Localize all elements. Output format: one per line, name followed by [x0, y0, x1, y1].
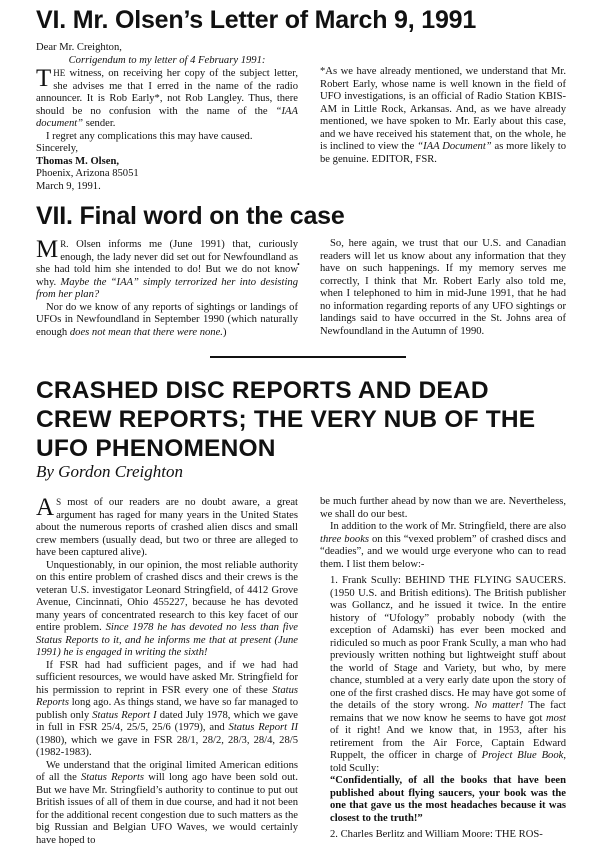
section-6-letter: [36, 42, 298, 193]
article-right-column: be much further ahead by now than we are. Nevertheless, we shall do our best. In addition to the work of Mr. Stringfield, there are also three books on this “vexed problem” of crashed discs and “deadies”, and we would urge everyone who can to read them. I list them below:- 1. Frank Scully: BEHIND THE FLYING SAUCERS. (1950 U.S. and British editions). The British publisher was Gollancz, and he issued it twice. In the entire history of “Ufology” probably nobody (with the exception of Adamski) has ever been mocked and ridiculed so much as poor Frank Scully, a man who had previously written nothing but lightweight stuff about the world of Stage and Variety, but who, by mere chance, stumbled at a very early date upon the story of one of the first crashed discs. He may have got some of the details of the story wrong. No matter! The fact remains that we now know he seems to have got most of it right! And we know that, in 1953, after his retirement from the Air Force, Captain Edward Ruppelt, the officer in charge of Project Blue Book, told Scully: “Confidentially, of all the books that have been published about flying saucers, your book was the one that gave us the most headaches because it was closest to the truth!” 2. Charles Berlitz and William Moore: THE ROS-: [320, 496, 566, 840]
list-item: 1. Frank Scully: BEHIND THE FLYING SAUCERS. (1950 U.S. and British editions). The British publisher was Gollancz, and he issued it twice. In the entire history of “Ufology” probably nobody (with the exception of Adamski) has ever been mocked and ridiculed so much as poor Frank Scully, a man who had previously written nothing but lightweight stuff about the world of Stage and Variety, but who, by mere chance, stumbled at a very early date upon the story of one of the first crashed discs. He may have got some of the details of the story wrong. No matter! The fact remains that we now know he seems to have got most of it right! And we know that, in 1953, after his retirement from the Air Force, Captain Edward Ruppelt, the officer in charge of Project Blue Book, told Scully: “Confidentially, of all the books that have been published about flying saucers, your book was the one that gave us the most headaches because it was closest to the truth!”: [330, 575, 566, 824]
section-7-heading: VII. Final word on the case: [36, 202, 345, 230]
sincerely: Sincerely,: [36, 143, 78, 154]
corrigendum: Corrigendum to my letter of 4 February 1991:: [68, 54, 266, 66]
divider-rule: [210, 356, 406, 358]
drop-cap: A: [36, 494, 55, 521]
section-6-heading: VI. Mr. Olsen’s Letter of March 9, 1991: [36, 6, 477, 34]
letter-body: THE witness, on receiving her copy of the subject letter, she advises me that I erred in the name of the radio announcer. It is Rob Early*, not Rob Langley. Thus, there should be no confusion with the name of the “IAA document” sender.: [36, 65, 298, 129]
decorative-dot: •: [297, 260, 300, 269]
signer-place: Phoenix, Arizona 85051: [36, 168, 139, 179]
signer-name: Thomas M. Olsen,: [36, 155, 119, 167]
article-title: CRASHED DISC REPORTS AND DEAD CREW REPORTS; THE VERY NUB OF THE UFO PHENOMENON: [36, 377, 536, 462]
regret-line: I regret any complications this may have caused.: [46, 130, 253, 142]
letter-date: March 9, 1991.: [36, 180, 101, 192]
book-list: [320, 575, 566, 842]
drop-cap: M: [36, 236, 59, 263]
list-item: 2. Charles Berlitz and William Moore: THE ROS-: [330, 829, 543, 840]
drop-cap: T: [36, 65, 52, 92]
section-7-left-column: MR. Olsen informs me (June 1991) that, curiously enough, the lady never did set out for Newfoundland as she had told him she intended to do! But we do not know why. Maybe the “IAA” simply terrorized her into desisting from her plan? Nor do we know of any reports of sightings or landings of UFOs in Newfoundland in September 1990 (which naturally enough does not mean that there were none.): [36, 236, 298, 338]
salutation: Dear Mr. Creighton,: [36, 42, 122, 53]
ruppelt-quote: “Confidentially, of all the books that have been published about flying saucers, your book was the one that gave us the most headaches because it was closest to the truth!”: [330, 775, 566, 824]
article-left-column: AS most of our readers are no doubt aware, a great argument has raged for many years in the United States about the numerous reports of crashed alien discs and small crew members (usually dead, but two or three are alleged to have been captured alive). Unquestionably, in our opinion, the most reliable authority on this entire problem of crashed discs and their crews is the veteran U.S. investigator Leonard Stringfield, of 4412 Grove Avenue, Cincinnati, Ohio 455227, because he has devoted many years of concentrated research to this key facet of our entire problem. Since 1978 he has devoted no less than five Status Reports to it, and he informs me that at present (June 1991) he is engaged in writing the sixth! If FSR had had sufficient pages, and if we had had sufficient resources, we would have asked Mr. Stringfield for his permission to reprint in FSR every one of these Status Reports long ago. As things stand, we have so far managed to publish only Status Report I dated July 1978, which we gave in full in FSR 25/4, 25/5, 25/6 (1979), and Status Report II (1980), which we gave in FSR 28/1, 28/2, 28/3, 28/4, 28/5 (1982-1983). We understand that the original limited American editions of all the Status Reports will long ago have been sold out. But we have Mr. Stringfield’s authority to continue to put out British issues of all of them in due course, and had it not been for the additional recent congestion due to such matters as the big Russian and Belgian UFO Waves, we would certainly have hoped to: [36, 494, 298, 846]
section-7-right-column: So, here again, we trust that our U.S. and Canadian readers will let us know about any information that they have on such happenings. If my memory serves me correctly, I think that Mr. Robert Early also told me, when I telephoned to him in mid-June 1991, that he had no information regarding reports of any UFO sightings or landings said to have occurred in the St. Johns area of Newfoundland in the Autumn of 1990.: [320, 238, 566, 337]
article-byline: By Gordon Creighton: [36, 462, 184, 481]
editor-note: *As we have already mentioned, we understand that Mr. Robert Early, whose name is well known in the field of UFO investigations, is an official of Radio Station KBIS-AM in Little Rock, Arkansas. And, as we have already mentioned, we have spoken to Mr. Early about this case, and we have received his statement that, on the whole, he is inclined to view the “IAA Document” as more likely to be genuine. EDITOR, FSR.: [320, 66, 566, 165]
